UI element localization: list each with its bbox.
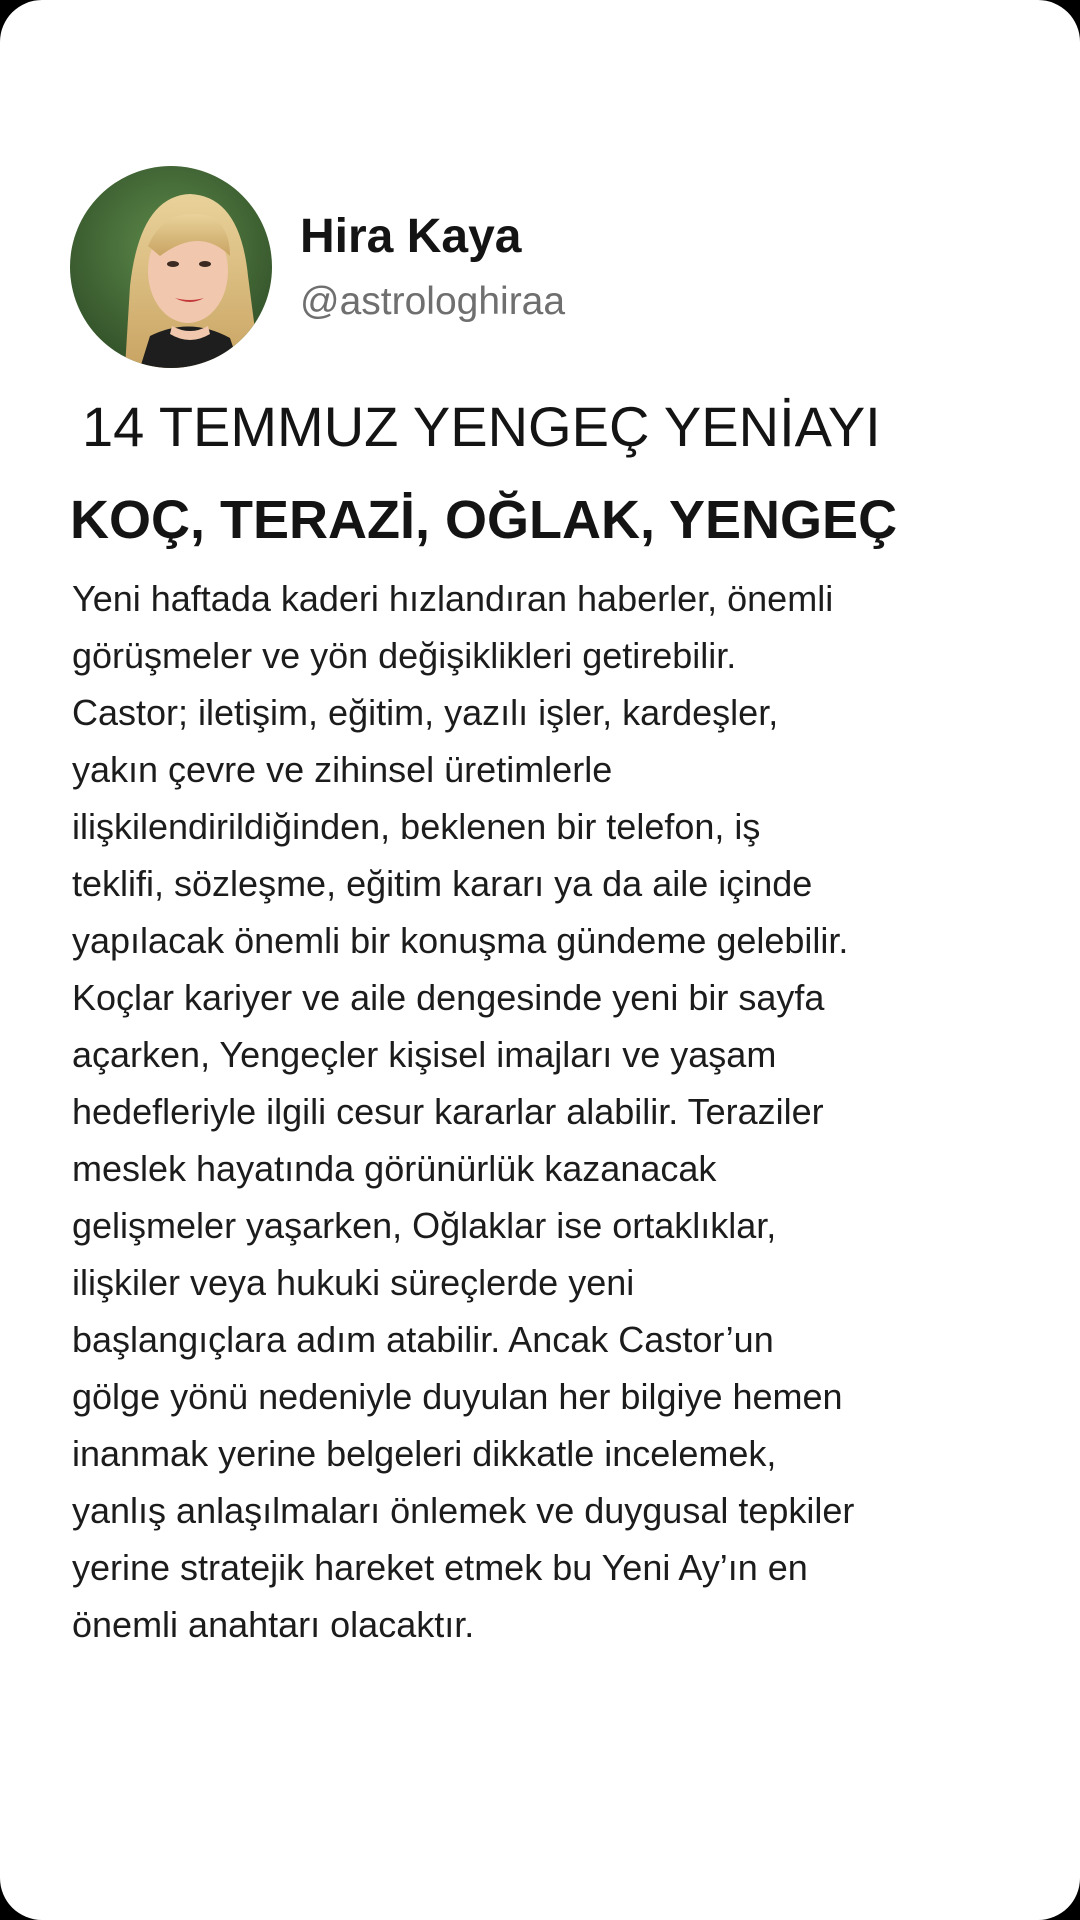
body-line: yerine stratejik hareket etmek bu Yeni Ay’ın en — [72, 1547, 808, 1588]
avatar-photo-icon — [70, 166, 272, 368]
body-line: hedefleriyle ilgili cesur kararlar alabilir. Teraziler — [72, 1091, 824, 1132]
body-line: teklifi, sözleşme, eğitim kararı ya da aile içinde — [72, 863, 813, 904]
body-line: meslek hayatında görünürlük kazanacak — [72, 1148, 717, 1189]
body-line: Yeni haftada kaderi hızlandıran haberler, önemli — [72, 578, 834, 619]
body-line: yanlış anlaşılmaları önlemek ve duygusal tepkiler — [72, 1490, 855, 1531]
body-line: inanmak yerine belgeleri dikkatle incelemek, — [72, 1433, 777, 1474]
body-line: gölge yönü nedeniyle duyulan her bilgiye hemen — [72, 1376, 843, 1417]
body-line: yapılacak önemli bir konuşma gündeme gelebilir. — [72, 920, 849, 961]
post-body — [72, 570, 1002, 1653]
body-line: ilişkilendirildiğinden, beklenen bir telefon, iş — [72, 806, 761, 847]
post-title: 14 TEMMUZ YENGEÇ YENİAYI — [82, 395, 881, 458]
body-line: başlangıçlara adım atabilir. Ancak Castor’un — [72, 1319, 774, 1360]
display-name[interactable]: Hira Kaya — [300, 210, 522, 263]
avatar[interactable] — [70, 166, 272, 368]
body-line: açarken, Yengeçler kişisel imajları ve yaşam — [72, 1034, 777, 1075]
body-line: Castor; iletişim, eğitim, yazılı işler, kardeşler, — [72, 692, 779, 733]
username-handle[interactable]: @astrologhiraa — [300, 280, 566, 323]
body-line: görüşmeler ve yön değişiklikleri getirebilir. — [72, 635, 737, 676]
profile-names — [300, 209, 565, 325]
body-line: gelişmeler yaşarken, Oğlaklar ise ortaklıklar, — [72, 1205, 777, 1246]
body-line: yakın çevre ve zihinsel üretimlerle — [72, 749, 613, 790]
post-subtitle: KOÇ, TERAZİ, OĞLAK, YENGEÇ — [70, 490, 898, 550]
body-line: önemli anahtarı olacaktır. — [72, 1604, 475, 1645]
profile-header — [70, 166, 565, 368]
body-line: ilişkiler veya hukuki süreçlerde yeni — [72, 1262, 635, 1303]
body-line: Koçlar kariyer ve aile dengesinde yeni bir sayfa — [72, 977, 825, 1018]
